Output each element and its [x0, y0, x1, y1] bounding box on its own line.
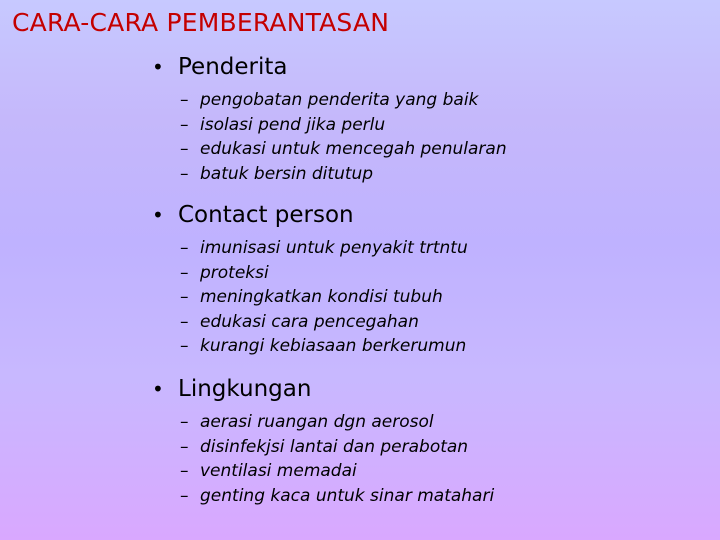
list-item	[180, 139, 507, 164]
list-item	[180, 412, 494, 437]
slide-title: CARA-CARA PEMBERANTASAN	[12, 8, 390, 37]
dash-icon: –	[180, 139, 189, 160]
dash-icon: –	[180, 485, 189, 506]
dash-icon: –	[180, 238, 189, 258]
list-item	[180, 263, 468, 288]
section-heading-row	[152, 378, 494, 412]
dash-icon: –	[180, 163, 189, 184]
list-item-text: isolasi pend jika perlu	[200, 114, 386, 135]
sub-list	[180, 238, 468, 361]
section-heading: Contact person	[178, 202, 354, 228]
section-heading: Penderita	[178, 54, 288, 80]
list-item	[180, 164, 507, 189]
list-item	[180, 437, 494, 462]
sub-list	[180, 90, 507, 188]
list-item	[180, 336, 468, 361]
list-item-text: imunisasi untuk penyakit trtntu	[200, 238, 468, 258]
list-item	[180, 115, 507, 140]
dash-icon: –	[180, 336, 189, 357]
bullet-icon: •	[152, 377, 164, 401]
dash-icon: –	[180, 436, 189, 457]
list-item	[180, 461, 494, 486]
list-item-text: aerasi ruangan dgn aerosol	[200, 412, 434, 432]
list-item	[180, 486, 494, 511]
section-heading-row	[152, 204, 468, 238]
list-item	[180, 90, 507, 115]
bullet-icon: •	[152, 203, 164, 227]
dash-icon: –	[180, 412, 189, 432]
dash-icon: –	[180, 262, 189, 283]
list-item-text: genting kaca untuk sinar matahari	[200, 485, 495, 506]
list-item	[180, 312, 468, 337]
list-item-text: proteksi	[200, 262, 269, 283]
list-item-text: pengobatan penderita yang baik	[200, 90, 479, 110]
list-item	[180, 287, 468, 312]
dash-icon: –	[180, 90, 189, 110]
list-item-text: edukasi untuk mencegah penularan	[200, 139, 507, 160]
sub-list	[180, 412, 494, 510]
list-item-text: batuk bersin ditutup	[200, 163, 374, 184]
list-item-text: meningkatkan kondisi tubuh	[200, 287, 443, 308]
dash-icon: –	[180, 461, 189, 482]
list-item-text: edukasi cara pencegahan	[200, 311, 419, 332]
dash-icon: –	[180, 311, 189, 332]
dash-icon: –	[180, 114, 189, 135]
bullet-icon: •	[152, 55, 164, 79]
dash-icon: –	[180, 287, 189, 308]
section-heading-row	[152, 56, 507, 90]
list-item	[180, 238, 468, 263]
list-item-text: kurangi kebiasaan berkerumun	[200, 336, 467, 357]
list-item-text: disinfekjsi lantai dan perabotan	[200, 436, 469, 457]
section-contact-person	[152, 204, 468, 361]
list-item-text: ventilasi memadai	[200, 461, 357, 482]
section-heading: Lingkungan	[178, 376, 312, 402]
section-lingkungan	[152, 378, 494, 510]
section-penderita	[152, 56, 507, 188]
